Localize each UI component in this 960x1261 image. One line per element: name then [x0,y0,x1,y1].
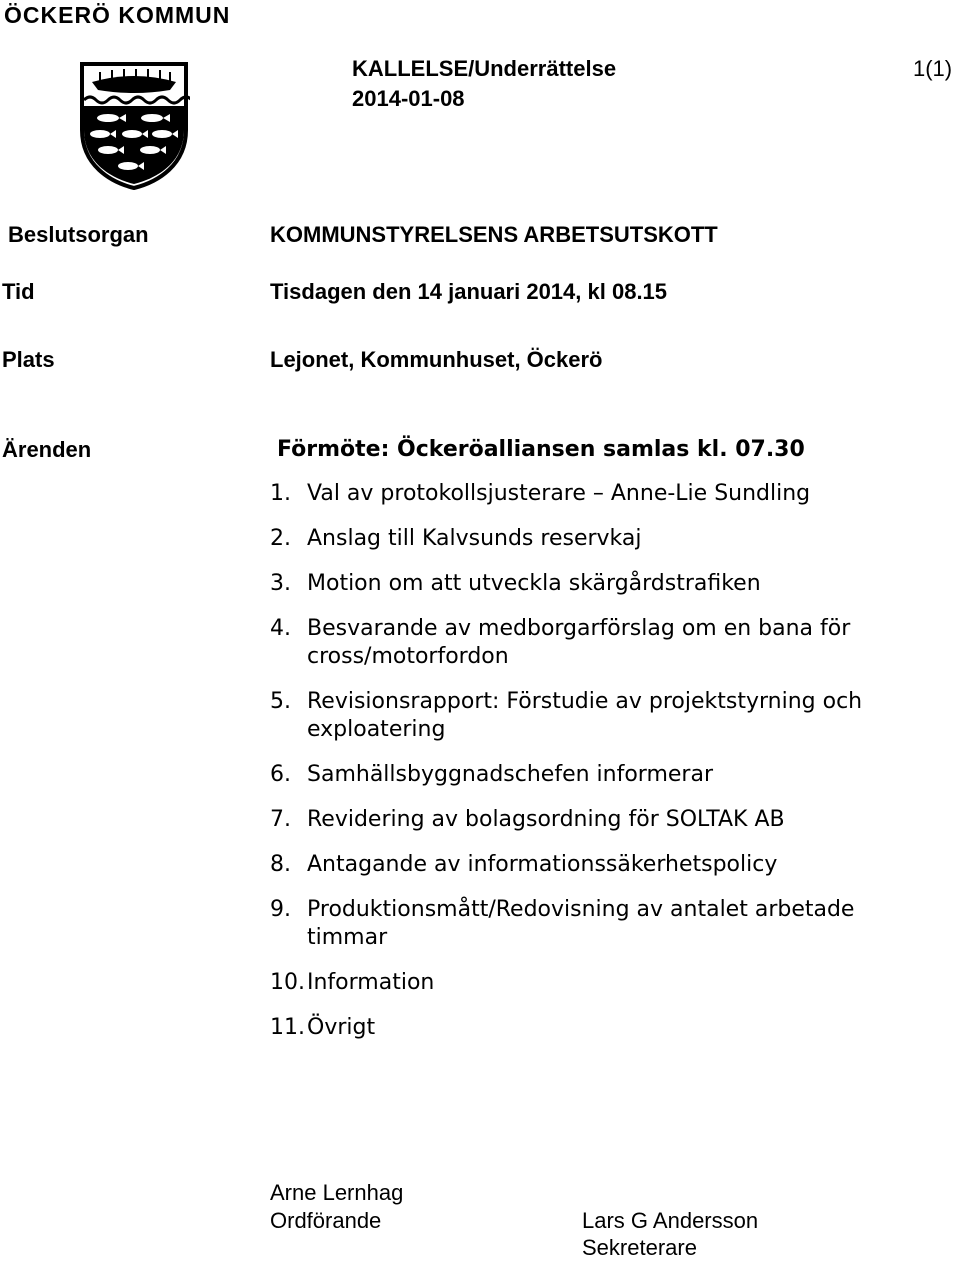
agenda-item-text: Produktionsmått/Redovisning av antalet arbetade timmar [307,897,855,950]
agenda-item-text: Samhällsbyggnadschefen informerar [307,762,714,787]
agenda-item-number: 2. [270,526,291,551]
agenda-item-text: Övrigt [307,1015,376,1040]
agenda-item-number: 4. [270,616,291,641]
page-number: 1(1) [913,56,953,81]
agenda-item [270,615,890,671]
agenda-item-text: Val av protokollsjusterare – Anne-Lie Sundling [307,481,811,506]
time-value: Tisdagen den 14 januari 2014, kl 08.15 [270,279,668,304]
secretary-title: Sekreterare [582,1235,697,1260]
agenda-item-number: 3. [270,571,291,596]
agenda-item [270,480,890,508]
agenda-item-text: Revidering av bolagsordning för SOLTAK AB [307,807,785,832]
matters-label: Ärenden [2,437,92,462]
chair-name: Arne Lernhag [270,1180,404,1205]
document-type: KALLELSE/Underrättelse [352,56,617,81]
agenda-item-number: 6. [270,762,291,787]
agenda-item-text: Antagande av informationssäkerhetspolicy [307,852,778,877]
agenda-item-number: 8. [270,852,291,877]
agenda-item-text: Motion om att utveckla skärgårdstrafiken [307,571,761,596]
agenda-item-text: Revisionsrapport: Förstudie av projektstyrning och exploatering [307,689,863,742]
agenda-item-number: 11. [270,1015,305,1040]
agenda-item [270,761,890,789]
agenda-item-text: Information [307,970,435,995]
agenda-item [270,851,890,879]
agenda-item-number: 10. [270,970,305,995]
body-value: KOMMUNSTYRELSENS ARBETSUTSKOTT [270,222,718,247]
agenda-item-number: 9. [270,897,291,922]
agenda-item-text: Besvarande av medborgarförslag om en bana för cross/motorfordon [307,616,851,669]
secretary-name: Lars G Andersson [582,1208,759,1233]
agenda-list [270,480,890,1059]
place-label: Plats [2,347,55,372]
agenda-item-number: 1. [270,481,291,506]
agenda-item [270,969,890,997]
coat-of-arms-icon [78,60,190,190]
agenda-item [270,525,890,553]
agenda-item [270,806,890,834]
agenda-item [270,688,890,744]
agenda-item [270,1014,890,1042]
body-label: Beslutsorgan [8,222,149,247]
premeeting-note: Förmöte: Öckeröalliansen samlas kl. 07.30 [277,437,805,462]
agenda-item-number: 5. [270,689,291,714]
chair-title: Ordförande [270,1208,382,1233]
agenda-item-number: 7. [270,807,291,832]
place-value: Lejonet, Kommunhuset, Öckerö [270,347,603,372]
org-name: ÖCKERÖ KOMMUN [4,2,231,28]
agenda-item [270,570,890,598]
time-label: Tid [2,279,35,304]
document-date: 2014-01-08 [352,86,465,111]
agenda-item-text: Anslag till Kalvsunds reservkaj [307,526,642,551]
agenda-item [270,896,890,952]
